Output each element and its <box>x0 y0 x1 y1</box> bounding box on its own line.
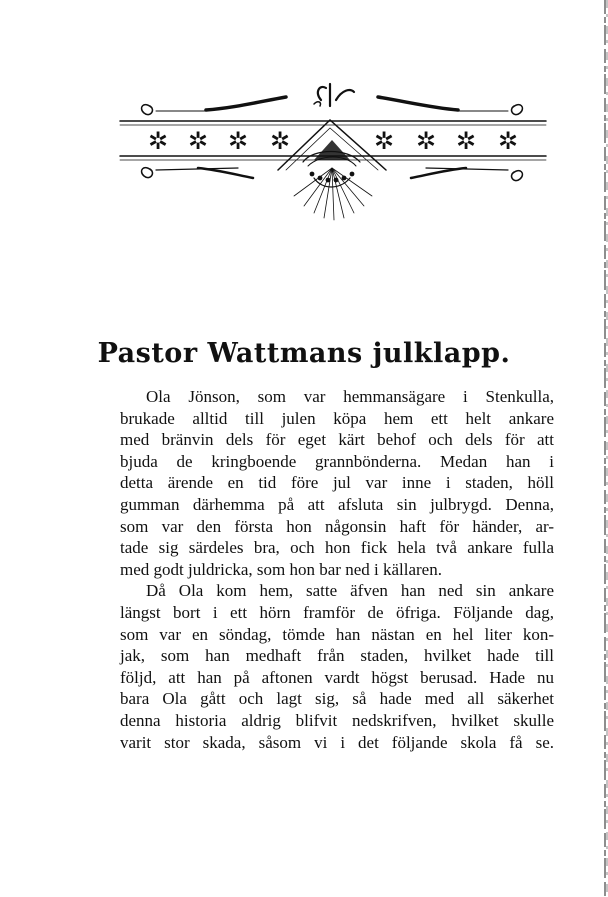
text-line: denna historia aldrig blifvit nedskrifven, hvilket skulle <box>120 710 554 730</box>
svg-text:✲: ✲ <box>147 127 169 155</box>
text-line: tade sig särdeles bra, och hon fick hela två ankare fulla <box>120 538 554 558</box>
text-line: längst bort i ett hörn framför de öfriga. Följande dag, <box>120 602 554 622</box>
text-line: detta ärende en tid före jul var inne i staden, höll <box>120 473 554 493</box>
svg-text:✲: ✲ <box>455 127 477 155</box>
text-line: med bränvin dels för eget kärt behof och dels för att <box>120 430 554 450</box>
chapter-title: Pastor Wattmans julklapp. <box>97 338 511 369</box>
text-line: bara Ola gått och lagt sig, så hade med all säkerhet <box>120 689 554 709</box>
text-line: gumman därhemma på att afsluta sin julbrygd. Denna, <box>120 494 554 514</box>
text-line: Ola Jönson, som var hemmansägare i Stenkulla, <box>146 387 554 406</box>
text-line: som var den första hon någonsin haft för händer, ar- <box>120 516 554 536</box>
page-edge-shadow <box>598 0 608 897</box>
text-line: som var en söndag, tömde han nästan en hel liter kon- <box>120 624 554 644</box>
text-line: med godt juldricka, som hon bar ned i källaren. <box>120 559 442 579</box>
svg-text:✲: ✲ <box>497 127 519 155</box>
svg-text:✲: ✲ <box>187 127 209 155</box>
text-line: brukade alltid till julen köpa hem ett helt ankare <box>120 408 554 428</box>
svg-text:✲: ✲ <box>269 127 291 155</box>
svg-text:✲: ✲ <box>227 127 249 155</box>
text-line: jak, som han medhaft från staden, hvilket hade till <box>120 646 554 666</box>
text-line: Då Ola kom hem, satte äfven han ned sin ankare <box>146 581 554 601</box>
body-text <box>120 386 554 753</box>
svg-text:✲: ✲ <box>415 127 437 155</box>
decorative-header-ornament <box>108 78 558 228</box>
text-line: följd, att han på aftonen vardt högst berusad. Hade nu <box>120 667 554 687</box>
text-line: bjuda de kringboende grannbönderna. Medan han i <box>120 451 554 471</box>
text-line: varit stor skada, såsom vi i det följande skola få se. <box>120 732 554 752</box>
svg-text:✲: ✲ <box>373 127 395 155</box>
